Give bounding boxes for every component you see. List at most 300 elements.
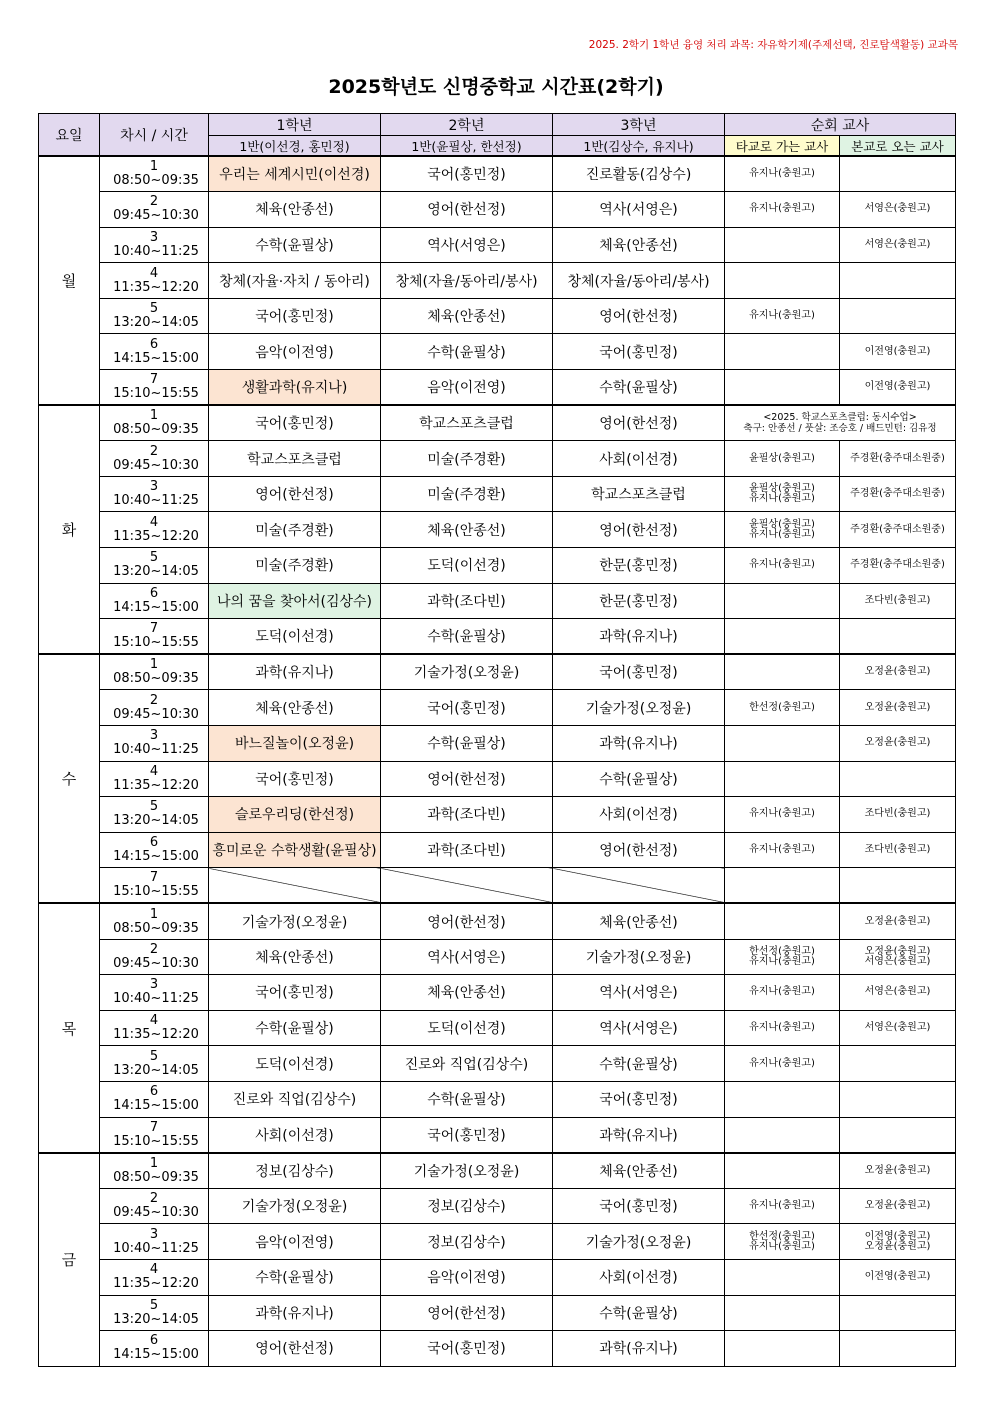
period-time-cell <box>100 263 209 299</box>
period-number: 5 <box>149 799 159 815</box>
subject-cell-g3: 국어(홍민정) <box>553 1188 725 1224</box>
outgoing-teacher-cell <box>725 548 840 584</box>
period-number: 2 <box>149 692 159 708</box>
period-time: 14:15~15:00 <box>113 599 199 615</box>
incoming-teacher-cell <box>840 1046 956 1082</box>
subject-cell-g3: 체육(안종선) <box>553 1153 725 1189</box>
period-row <box>39 868 956 904</box>
outgoing-teacher-cell <box>725 726 840 762</box>
period-row <box>39 583 956 619</box>
period-row <box>39 227 956 263</box>
period-number: 7 <box>149 621 159 637</box>
period-time-cell <box>100 192 209 228</box>
incoming-teacher-cell <box>840 192 956 228</box>
period-number: 4 <box>149 763 159 779</box>
outgoing-teacher-cell <box>725 832 840 868</box>
incoming-teacher-cell <box>840 1010 956 1046</box>
period-number: 1 <box>149 408 159 424</box>
subject-cell-g2: 정보(김상수) <box>381 1188 553 1224</box>
incoming-teacher-cell <box>840 1117 956 1153</box>
outgoing-teacher-cell <box>725 263 840 299</box>
header-outgoing-teacher: 타교로 가는 교사 <box>725 136 840 157</box>
incoming-teacher-cell <box>840 334 956 370</box>
subject-cell-g2: 영어(한선정) <box>381 761 553 797</box>
incoming-teacher-cell <box>840 1259 956 1295</box>
period-time: 09:45~10:30 <box>113 208 199 224</box>
period-time: 09:45~10:30 <box>113 706 199 722</box>
outgoing-teacher-cell <box>725 476 840 512</box>
subject-cell-g3: 과학(유지나) <box>553 726 725 762</box>
subject-cell-g1: 도덕(이선경) <box>209 619 381 655</box>
period-time-cell <box>100 1046 209 1082</box>
period-time-cell <box>100 761 209 797</box>
period-number: 4 <box>149 1262 159 1278</box>
teacher-name: 주경환(충주대소원중) <box>850 559 945 571</box>
period-number: 4 <box>149 265 159 281</box>
subject-cell-g3: 영어(한선정) <box>553 405 725 441</box>
subject-cell-g1: 도덕(이선경) <box>209 1046 381 1082</box>
subject-cell-g1: 우리는 세계시민(이선경) <box>209 156 381 192</box>
subject-cell-g1: 창체(자율·자치 / 동아리) <box>209 263 381 299</box>
subject-cell-g2: 체육(안종선) <box>381 512 553 548</box>
timetable <box>38 113 956 1367</box>
subject-cell-g2: 미술(주경환) <box>381 441 553 477</box>
header-period: 차시 / 시간 <box>100 114 209 157</box>
subject-cell-g2: 체육(안종선) <box>381 298 553 334</box>
period-time: 08:50~09:35 <box>113 422 199 438</box>
subject-cell-g2: 영어(한선정) <box>381 1295 553 1331</box>
day-cell: 화 <box>39 405 100 654</box>
period-time: 15:10~15:55 <box>113 884 199 900</box>
period-time: 10:40~11:25 <box>113 493 199 509</box>
period-row <box>39 1010 956 1046</box>
subject-cell-g3: 기술가정(오정윤) <box>553 690 725 726</box>
period-time-cell <box>100 797 209 833</box>
subject-cell-g3: 사회(이선경) <box>553 441 725 477</box>
period-time: 11:35~12:20 <box>113 1027 199 1043</box>
outgoing-teacher-cell <box>725 192 840 228</box>
incoming-teacher-cell <box>840 370 956 406</box>
teacher-name: 한선정(충원고) <box>749 1230 815 1242</box>
period-time: 08:50~09:35 <box>113 1169 199 1185</box>
subject-cell-g1: 미술(주경환) <box>209 548 381 584</box>
incoming-teacher-cell <box>840 441 956 477</box>
subject-cell-g3: 국어(홍민정) <box>553 654 725 690</box>
period-time-cell <box>100 1010 209 1046</box>
period-time-cell <box>100 1188 209 1224</box>
period-time: 15:10~15:55 <box>113 1133 199 1149</box>
subject-cell-g2: 학교스포츠클럽 <box>381 405 553 441</box>
teacher-name: 유지나(충원고) <box>749 955 815 967</box>
incoming-teacher-cell <box>840 1188 956 1224</box>
period-row <box>39 548 956 584</box>
teacher-name: 주경환(충주대소원중) <box>850 488 945 500</box>
period-time-cell <box>100 1295 209 1331</box>
subject-cell-g1 <box>209 868 381 904</box>
period-row <box>39 690 956 726</box>
period-row <box>39 1046 956 1082</box>
incoming-teacher-cell <box>840 583 956 619</box>
outgoing-teacher-cell <box>725 1010 840 1046</box>
subject-cell-g1: 수학(윤필상) <box>209 1010 381 1046</box>
incoming-teacher-cell <box>840 1224 956 1260</box>
period-time-cell <box>100 1224 209 1260</box>
incoming-teacher-cell <box>840 619 956 655</box>
incoming-teacher-cell <box>840 868 956 904</box>
subject-cell-g1: 슬로우리딩(한선정) <box>209 797 381 833</box>
period-number: 1 <box>149 657 159 673</box>
teacher-name: 유지나(충원고) <box>749 528 815 540</box>
period-time-cell <box>100 939 209 975</box>
period-time: 14:15~15:00 <box>113 849 199 865</box>
period-number: 6 <box>149 1333 159 1349</box>
outgoing-teacher-cell <box>725 512 840 548</box>
period-time-cell <box>100 298 209 334</box>
subject-cell-g1: 바느질놀이(오정윤) <box>209 726 381 762</box>
subject-cell-g3: 기술가정(오정윤) <box>553 1224 725 1260</box>
subject-cell-g3: 역사(서영은) <box>553 975 725 1011</box>
period-time-cell <box>100 156 209 192</box>
outgoing-teacher-cell <box>725 868 840 904</box>
subject-cell-g2: 과학(조다빈) <box>381 832 553 868</box>
period-time: 08:50~09:35 <box>113 671 199 687</box>
subject-cell-g3: 영어(한선정) <box>553 512 725 548</box>
incoming-teacher-cell <box>840 1153 956 1189</box>
teacher-name: 오정윤(충원고) <box>864 1240 931 1252</box>
period-time: 15:10~15:55 <box>113 386 199 402</box>
period-time: 11:35~12:20 <box>113 279 199 295</box>
header-grade3-class: 1반(김상수, 유지나) <box>553 136 725 157</box>
period-time: 09:45~10:30 <box>113 457 199 473</box>
period-number: 2 <box>149 194 159 210</box>
subject-cell-g2: 역사(서영은) <box>381 939 553 975</box>
subject-cell-g1: 체육(안종선) <box>209 939 381 975</box>
teacher-name: 유지나(충원고) <box>749 1240 815 1252</box>
period-time-cell <box>100 370 209 406</box>
subject-cell-g2 <box>381 868 553 904</box>
subject-cell-g1: 과학(유지나) <box>209 1295 381 1331</box>
period-row <box>39 1117 956 1153</box>
period-number: 2 <box>149 941 159 957</box>
teacher-name: 유지나(충원고) <box>749 986 815 998</box>
teacher-name: 유지나(충원고) <box>749 493 815 505</box>
subject-cell-g1: 진로와 직업(김상수) <box>209 1081 381 1117</box>
period-row <box>39 797 956 833</box>
period-time-cell <box>100 619 209 655</box>
period-time: 13:20~14:05 <box>113 813 199 829</box>
subject-cell-g2: 국어(홍민정) <box>381 1117 553 1153</box>
period-time: 11:35~12:20 <box>113 777 199 793</box>
outgoing-teacher-cell <box>725 903 840 939</box>
period-number: 3 <box>149 728 159 744</box>
period-number: 3 <box>149 1226 159 1242</box>
incoming-teacher-cell <box>840 512 956 548</box>
outgoing-teacher-cell <box>725 761 840 797</box>
period-number: 4 <box>149 1013 159 1029</box>
subject-cell-g1: 수학(윤필상) <box>209 1259 381 1295</box>
period-row <box>39 1188 956 1224</box>
outgoing-teacher-cell <box>725 1046 840 1082</box>
subject-cell-g2: 도덕(이선경) <box>381 1010 553 1046</box>
period-number: 3 <box>149 479 159 495</box>
period-number: 4 <box>149 514 159 530</box>
period-time-cell <box>100 476 209 512</box>
subject-cell-g2: 창체(자율/동아리/봉사) <box>381 263 553 299</box>
subject-cell-g1: 영어(한선정) <box>209 476 381 512</box>
period-row <box>39 939 956 975</box>
subject-cell-g2: 음악(이전영) <box>381 1259 553 1295</box>
incoming-teacher-cell <box>840 548 956 584</box>
subject-cell-g3: 수학(윤필상) <box>553 1295 725 1331</box>
period-row <box>39 334 956 370</box>
period-time: 13:20~14:05 <box>113 564 199 580</box>
teacher-name: 한선정(충원고) <box>749 701 815 713</box>
period-row <box>39 832 956 868</box>
subject-cell-g2: 영어(한선정) <box>381 903 553 939</box>
subject-cell-g3: 한문(홍민정) <box>553 548 725 584</box>
header-grade2: 2학년 <box>381 114 553 136</box>
subject-cell-g2: 국어(홍민정) <box>381 156 553 192</box>
subject-cell-g2: 기술가정(오정윤) <box>381 654 553 690</box>
teacher-name: 오정윤(충원고) <box>864 915 931 927</box>
subject-cell-g3: 국어(홍민정) <box>553 1081 725 1117</box>
period-number: 7 <box>149 1119 159 1135</box>
subject-note: 2025. 2학기 1학년 융영 처리 과목: 자유학기제(주제선택, 진로탐색활동) 교과목 <box>588 39 958 51</box>
day-cell: 목 <box>39 903 100 1152</box>
period-time: 10:40~11:25 <box>113 1240 199 1256</box>
subject-cell-g1: 체육(안종선) <box>209 690 381 726</box>
teacher-name: 서영은(충원고) <box>864 955 931 967</box>
subject-cell-g1: 과학(유지나) <box>209 654 381 690</box>
outgoing-teacher-cell <box>725 583 840 619</box>
teacher-name: 서영은(충원고) <box>864 238 931 250</box>
period-time-cell <box>100 726 209 762</box>
day-cell: 수 <box>39 654 100 903</box>
period-number: 5 <box>149 301 159 317</box>
subject-cell-g2: 미술(주경환) <box>381 476 553 512</box>
teacher-name: 윤필상(충원고) <box>749 483 815 495</box>
subject-cell-g2: 수학(윤필상) <box>381 1081 553 1117</box>
subject-cell-g1: 영어(한선정) <box>209 1331 381 1367</box>
period-time-cell <box>100 832 209 868</box>
header-grade3: 3학년 <box>553 114 725 136</box>
period-row <box>39 476 956 512</box>
period-row <box>39 370 956 406</box>
teacher-name: 오정윤(충원고) <box>864 1200 931 1212</box>
period-number: 5 <box>149 550 159 566</box>
subject-cell-g2: 진로와 직업(김상수) <box>381 1046 553 1082</box>
subject-cell-g1: 미술(주경환) <box>209 512 381 548</box>
sports-note-line: 축구: 안종선 / 풋살: 조승호 / 배드민턴: 김유정 <box>743 423 937 435</box>
teacher-name: 서영은(충원고) <box>864 1022 931 1034</box>
period-time: 10:40~11:25 <box>113 742 199 758</box>
teacher-name: 조다빈(충원고) <box>864 808 931 820</box>
header-grade1: 1학년 <box>209 114 381 136</box>
teacher-name: 한선정(충원고) <box>749 945 815 957</box>
period-time: 13:20~14:05 <box>113 1311 199 1327</box>
teacher-name: 서영은(충원고) <box>864 203 931 215</box>
subject-cell-g3: 창체(자율/동아리/봉사) <box>553 263 725 299</box>
period-time: 10:40~11:25 <box>113 243 199 259</box>
period-row <box>39 761 956 797</box>
period-time: 08:50~09:35 <box>113 920 199 936</box>
period-row <box>39 975 956 1011</box>
subject-cell-g2: 수학(윤필상) <box>381 726 553 762</box>
period-time-cell <box>100 548 209 584</box>
subject-cell-g3: 과학(유지나) <box>553 1117 725 1153</box>
period-row <box>39 263 956 299</box>
incoming-teacher-cell <box>840 939 956 975</box>
period-row <box>39 405 956 441</box>
incoming-teacher-cell <box>840 761 956 797</box>
teacher-name: 오정윤(충원고) <box>864 945 931 957</box>
outgoing-teacher-cell <box>725 370 840 406</box>
incoming-teacher-cell <box>840 1081 956 1117</box>
subject-cell-g3: 과학(유지나) <box>553 619 725 655</box>
period-number: 7 <box>149 870 159 886</box>
teacher-name: 유지나(충원고) <box>749 844 815 856</box>
subject-cell-g1: 음악(이전영) <box>209 334 381 370</box>
incoming-teacher-cell <box>840 975 956 1011</box>
outgoing-teacher-cell <box>725 1331 840 1367</box>
incoming-teacher-cell <box>840 476 956 512</box>
subject-cell-g2: 정보(김상수) <box>381 1224 553 1260</box>
outgoing-teacher-cell <box>725 156 840 192</box>
teacher-name: 이전영(충원고) <box>864 345 931 357</box>
incoming-teacher-cell <box>840 903 956 939</box>
period-time-cell <box>100 334 209 370</box>
period-number: 6 <box>149 835 159 851</box>
subject-cell-g3: 과학(유지나) <box>553 1331 725 1367</box>
subject-cell-g2: 국어(홍민정) <box>381 1331 553 1367</box>
subject-cell-g2: 역사(서영은) <box>381 227 553 263</box>
period-time: 11:35~12:20 <box>113 528 199 544</box>
period-row <box>39 654 956 690</box>
period-time-cell <box>100 1331 209 1367</box>
subject-cell-g3: 국어(홍민정) <box>553 334 725 370</box>
subject-cell-g3: 학교스포츠클럽 <box>553 476 725 512</box>
period-time: 10:40~11:25 <box>113 991 199 1007</box>
outgoing-teacher-cell <box>725 797 840 833</box>
teacher-name: 이전영(충원고) <box>864 381 931 393</box>
period-row <box>39 441 956 477</box>
teacher-name: 서영은(충원고) <box>864 986 931 998</box>
period-number: 6 <box>149 1084 159 1100</box>
subject-cell-g1: 나의 꿈을 찾아서(김상수) <box>209 583 381 619</box>
period-number: 1 <box>149 1155 159 1171</box>
incoming-teacher-cell <box>840 690 956 726</box>
period-row <box>39 903 956 939</box>
subject-cell-g2: 국어(홍민정) <box>381 690 553 726</box>
teacher-name: 오정윤(충원고) <box>864 737 931 749</box>
period-time: 14:15~15:00 <box>113 350 199 366</box>
header-grade1-class: 1반(이선경, 홍민정) <box>209 136 381 157</box>
period-number: 2 <box>149 1191 159 1207</box>
sports-note-line: <2025. 학교스포츠클럽: 동시수업> <box>763 412 917 424</box>
outgoing-teacher-cell <box>725 1295 840 1331</box>
subject-cell-g1: 사회(이선경) <box>209 1117 381 1153</box>
period-time-cell <box>100 441 209 477</box>
outgoing-teacher-cell <box>725 1259 840 1295</box>
header-grade2-class: 1반(윤필상, 한선정) <box>381 136 553 157</box>
day-cell: 월 <box>39 156 100 405</box>
subject-cell-g3: 한문(홍민정) <box>553 583 725 619</box>
period-time: 11:35~12:20 <box>113 1276 199 1292</box>
subject-cell-g3: 진로활동(김상수) <box>553 156 725 192</box>
teacher-name: 유지나(충원고) <box>749 808 815 820</box>
teacher-name: 유지나(충원고) <box>749 1057 815 1069</box>
period-number: 6 <box>149 585 159 601</box>
outgoing-teacher-cell <box>725 1117 840 1153</box>
period-number: 3 <box>149 977 159 993</box>
outgoing-teacher-cell <box>725 1081 840 1117</box>
period-row <box>39 619 956 655</box>
teacher-name: 조다빈(충원고) <box>864 844 931 856</box>
period-time: 14:15~15:00 <box>113 1347 199 1363</box>
period-row <box>39 192 956 228</box>
teacher-name: 유지나(충원고) <box>749 1200 815 1212</box>
incoming-teacher-cell <box>840 726 956 762</box>
period-time: 08:50~09:35 <box>113 173 199 189</box>
period-time-cell <box>100 654 209 690</box>
teacher-name: 이전영(충원고) <box>864 1230 931 1242</box>
period-time-cell <box>100 868 209 904</box>
teacher-name: 오정윤(충원고) <box>864 666 931 678</box>
subject-cell-g3: 체육(안종선) <box>553 227 725 263</box>
subject-cell-g3: 수학(윤필상) <box>553 761 725 797</box>
subject-cell-g1: 국어(홍민정) <box>209 405 381 441</box>
day-cell: 금 <box>39 1153 100 1367</box>
period-number: 1 <box>149 159 159 175</box>
period-row <box>39 156 956 192</box>
subject-cell-g1: 국어(홍민정) <box>209 975 381 1011</box>
incoming-teacher-cell <box>840 654 956 690</box>
period-row <box>39 1224 956 1260</box>
period-row <box>39 726 956 762</box>
period-time: 09:45~10:30 <box>113 1205 199 1221</box>
subject-cell-g3: 역사(서영은) <box>553 1010 725 1046</box>
outgoing-teacher-cell <box>725 975 840 1011</box>
period-time-cell <box>100 903 209 939</box>
teacher-name: 유지나(충원고) <box>749 203 815 215</box>
subject-cell-g1: 기술가정(오정윤) <box>209 903 381 939</box>
period-time-cell <box>100 583 209 619</box>
subject-cell-g3: 역사(서영은) <box>553 192 725 228</box>
incoming-teacher-cell <box>840 263 956 299</box>
period-time-cell <box>100 405 209 441</box>
period-time: 14:15~15:00 <box>113 1098 199 1114</box>
teacher-name: 유지나(충원고) <box>749 1022 815 1034</box>
period-time: 13:20~14:05 <box>113 1062 199 1078</box>
period-number: 7 <box>149 372 159 388</box>
outgoing-teacher-cell <box>725 441 840 477</box>
period-row <box>39 512 956 548</box>
period-number: 5 <box>149 1297 159 1313</box>
period-number: 6 <box>149 336 159 352</box>
outgoing-teacher-cell <box>725 690 840 726</box>
outgoing-teacher-cell <box>725 298 840 334</box>
period-time-cell <box>100 1259 209 1295</box>
subject-cell-g2: 체육(안종선) <box>381 975 553 1011</box>
teacher-name: 윤필상(충원고) <box>749 452 815 464</box>
subject-cell-g3: 수학(윤필상) <box>553 370 725 406</box>
subject-cell-g3: 사회(이선경) <box>553 797 725 833</box>
outgoing-teacher-cell <box>725 654 840 690</box>
period-time-cell <box>100 975 209 1011</box>
incoming-teacher-cell <box>840 1331 956 1367</box>
incoming-teacher-cell <box>840 832 956 868</box>
subject-cell-g3: 기술가정(오정윤) <box>553 939 725 975</box>
